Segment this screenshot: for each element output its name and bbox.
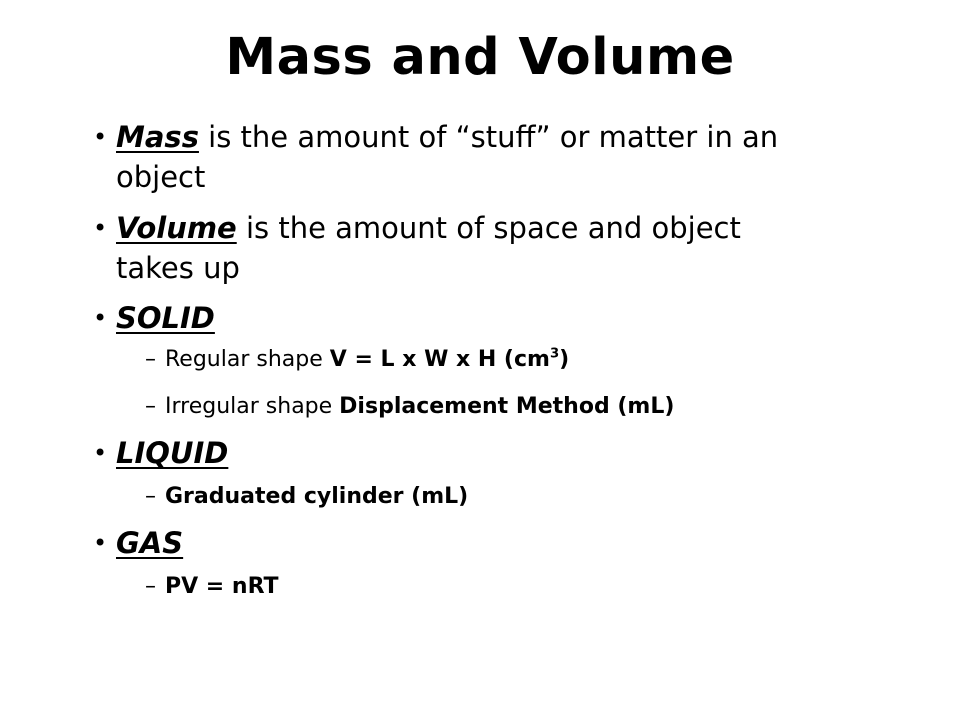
- keyword-volume: Volume: [116, 211, 237, 245]
- dash-marker: –: [145, 394, 156, 419]
- formula-text: V = L x W x H (cm: [329, 347, 550, 372]
- bullet-solid: [93, 298, 856, 338]
- liquid-item: [145, 482, 468, 512]
- bullet-volume: [93, 208, 796, 288]
- bullet-marker: •: [93, 123, 108, 151]
- bullet-marker: •: [93, 304, 108, 332]
- bullet-marker: •: [93, 529, 108, 557]
- graduated-cylinder: Graduated cylinder (mL): [165, 484, 469, 509]
- keyword-mass: Mass: [116, 120, 199, 154]
- bullet-marker: •: [93, 214, 108, 242]
- volume-definition: is the amount of space and object takes up: [116, 211, 741, 285]
- dash-marker: –: [145, 347, 156, 372]
- keyword-gas: GAS: [116, 526, 184, 560]
- dash-marker: –: [145, 484, 156, 509]
- volume-formula: [330, 347, 569, 372]
- sub-item-label: Regular shape: [165, 347, 330, 372]
- slide-title: Mass and Volume: [225, 28, 735, 87]
- keyword-solid: SOLID: [116, 301, 215, 335]
- bullet-gas: [93, 523, 856, 563]
- ideal-gas-law: PV = nRT: [165, 574, 279, 599]
- formula-close: ): [559, 347, 570, 372]
- bullet-mass: [93, 117, 856, 197]
- keyword-liquid: LIQUID: [116, 436, 229, 470]
- displacement-method: Displacement Method (mL): [339, 394, 675, 419]
- gas-item: [145, 572, 279, 602]
- sub-item-label: Irregular shape: [165, 394, 340, 419]
- bullet-text: [116, 117, 856, 197]
- bullet-marker: •: [93, 439, 108, 467]
- formula-exponent: 3: [549, 346, 560, 362]
- solid-item-irregular: [145, 392, 674, 422]
- bullet-liquid: [93, 433, 856, 473]
- dash-marker: –: [145, 574, 156, 599]
- solid-item-regular: [145, 345, 569, 375]
- mass-definition: is the amount of “stuff” or matter in an object: [116, 120, 779, 194]
- bullet-text: [116, 208, 796, 288]
